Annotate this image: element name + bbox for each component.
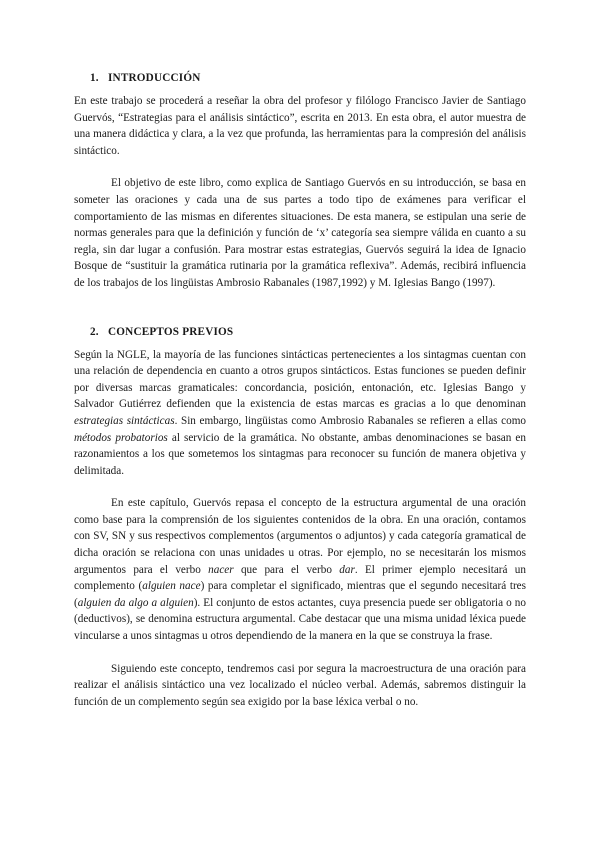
section-number: 2. [90, 325, 99, 338]
section-title: CONCEPTOS PREVIOS [108, 325, 234, 338]
paragraph-text: En este trabajo se procederá a reseñar la obra del profesor y filólogo Francisco Javier de Santiago Guervós, “Estrategias para el análisis sintáctico”, escrita en 2013. En esta obra, el autor muestra de una manera didáctica y clara, a la vez que profunda, las herramientas para la compresión del análisis sintáctico. [74, 95, 526, 157]
paragraph-text: . Sin embargo, lingüistas como Ambrosio Rabanales se refieren a ellas como [174, 414, 526, 427]
document-body [74, 72, 526, 710]
italic-term: nacer [208, 563, 234, 576]
italic-term: alguien da algo a alguien [77, 596, 194, 609]
italic-term: estrategias sintácticas [74, 414, 175, 427]
paragraph-text: Siguiendo este concepto, tendremos casi por segura la macroestructura de una oración para realizar el análisis sintáctico una vez localizado el núcleo verbal. Además, sabremos distinguir la función de un complemento según sea exigido por la base léxica verbal o no. [74, 662, 526, 708]
paragraph [74, 495, 526, 644]
paragraph-text: que para el verbo [233, 563, 340, 576]
paragraph [74, 347, 526, 480]
italic-term: alguien nace [142, 580, 201, 593]
paragraph-text: El objetivo de este libro, como explica de Santiago Guervós en su introducción, se basa en someter las oraciones y cada una de sus partes a todo tipo de exámenes para verificar el comportamiento de las mismas en diferentes situaciones. De esta manera, se estipulan una serie de normas generales para que la definición y función de ‘x’ categoría sea siempre válida en cuanto a su regla, sin dar lugar a confusión. Para mostrar estas estrategias, Guervós seguirá la idea de Ignacio Bosque de “sustituir la gramática rutinaria por la gramática reflexiva”. Además, recibirá influencia de los trabajos de los lingüistas Ambrosio Rabanales (1987,1992) y M. Iglesias Bango (1997). [74, 177, 526, 289]
section-heading-conceptos-previos [74, 326, 526, 338]
italic-term: dar [339, 563, 355, 576]
paragraph [74, 661, 526, 711]
section-number: 1. [90, 72, 99, 84]
paragraph-text: ) para completar el significado, mientras que el segundo necesitará tres ( [74, 580, 526, 609]
paragraph-text: Según la NGLE, la mayoría de las funciones sintácticas pertenecientes a los sintagmas cuentan con una relación de dependencia en cuanto a otros grupos sintácticos. Estas funciones se pueden definir por diversas marcas gramaticales: concordancia, posición, entonación, etc. Iglesias Bango y Salvador Gutiérrez defienden que la existencia de estas marcas es gracias a lo que denominan [74, 348, 526, 411]
paragraph [74, 175, 526, 291]
paragraph [74, 93, 526, 159]
paragraph-text: ). El conjunto de estos actantes, cuya presencia puede ser obligatoria o no (deductivos), se denomina estructura argumental. Cabe destacar que una misma unidad léxica puede vincularse a unos sintagmas u otros dependiendo de la manera en la que se construya la frase. [74, 596, 526, 643]
paragraph-text: al servicio de la gramática. No obstante, ambas denominaciones se basan en razonamientos a los que sometemos los sintagmas para reconocer su función de manera objetiva y delimitada. [74, 431, 526, 477]
section-heading-introduccion [74, 72, 526, 84]
section-title: INTRODUCCIÓN [108, 72, 201, 84]
italic-term: métodos probatorios [74, 431, 168, 444]
paragraph-text: En este capítulo, Guervós repasa el concepto de la estructura argumental de una oración como base para la comprensión de los siguientes contenidos de la obra. En una oración, contamos con SV, SN y sus respectivos complementos (argumentos o adjuntos) y cada categoría gramatical de dicha oración se relaciona con unas unidades u otras. Por ejemplo, no se necesitarán los mismos argumentos para el verbo [74, 497, 526, 576]
paragraph-text: . El primer ejemplo necesitará un complemento ( [74, 563, 526, 593]
